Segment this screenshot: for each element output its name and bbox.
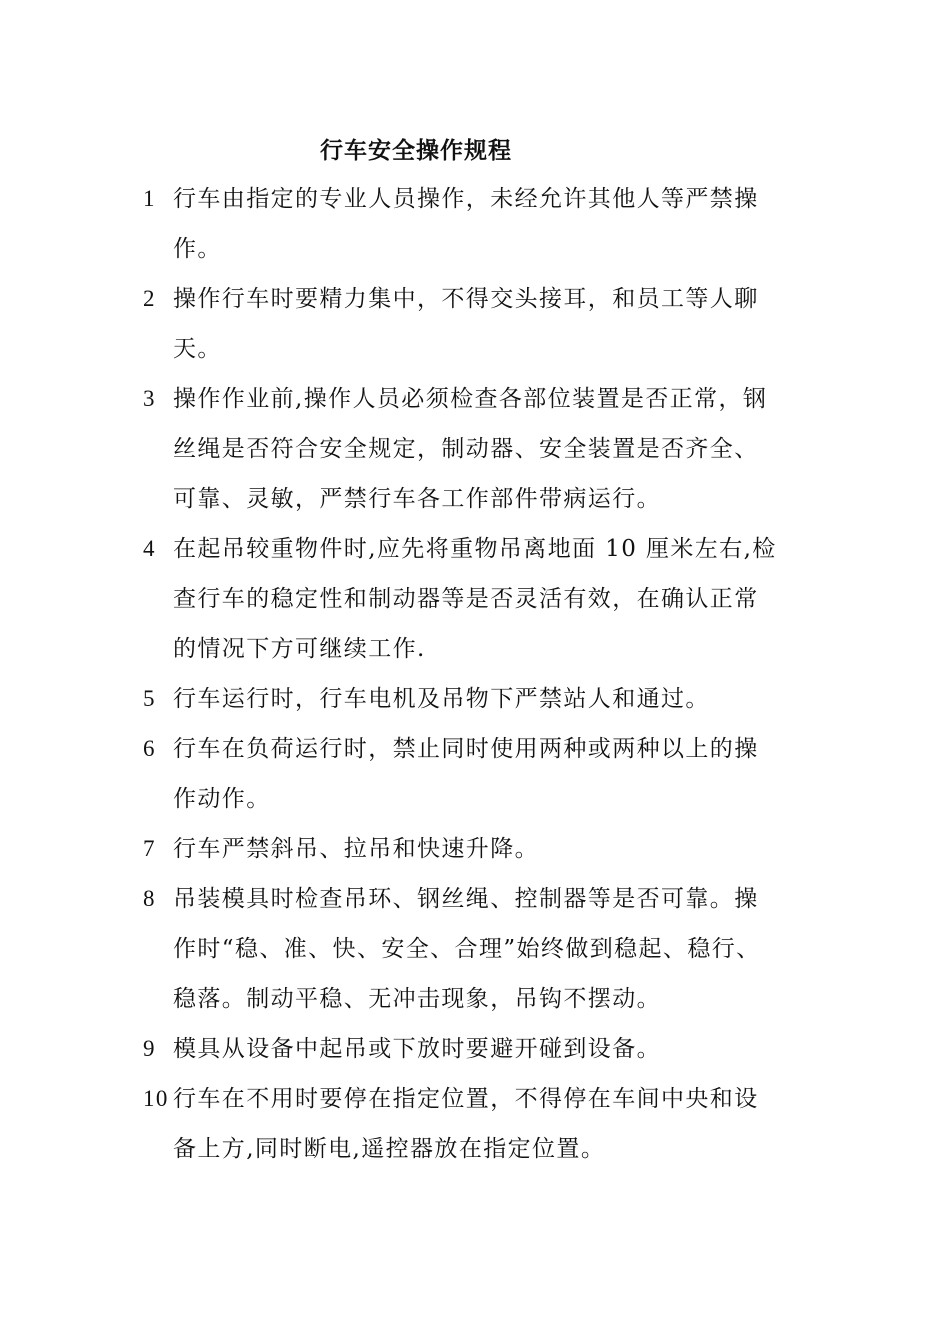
rule-number: 3 bbox=[143, 386, 156, 411]
rule-text-line: 查行车的稳定性和制动器等是否灵活有效，在确认正常 bbox=[173, 586, 759, 612]
rule-number: 2 bbox=[143, 286, 156, 311]
rule-text-line: 稳落。制动平稳、无冲击现象，吊钩不摆动。 bbox=[173, 986, 661, 1012]
rule-text-line: 天。 bbox=[173, 336, 222, 362]
rule-item-6 bbox=[143, 724, 843, 824]
rule-text-line: 行车严禁斜吊、拉吊和快速升降。 bbox=[173, 836, 539, 862]
document-title: 行车安全操作规程 bbox=[320, 137, 512, 164]
rule-number: 7 bbox=[143, 836, 156, 861]
rule-item-7 bbox=[143, 824, 843, 874]
rule-number: 1 bbox=[143, 186, 156, 211]
rule-item-8 bbox=[143, 874, 843, 1024]
rule-number: 6 bbox=[143, 736, 156, 761]
rule-number: 9 bbox=[143, 1036, 156, 1061]
rule-text-line: 备上方,同时断电,遥控器放在指定位置。 bbox=[173, 1136, 606, 1162]
rule-item-9 bbox=[143, 1024, 843, 1074]
rule-text-line: 在起吊较重物件时,应先将重物吊离地面 10 厘米左右,检 bbox=[173, 536, 777, 562]
rule-text-line: 行车由指定的专业人员操作，未经允许其他人等严禁操 bbox=[173, 186, 759, 212]
rule-text-line: 的情况下方可继续工作. bbox=[173, 636, 426, 662]
rule-text-line: 作。 bbox=[173, 236, 222, 262]
rule-number: 8 bbox=[143, 886, 156, 911]
rule-text-line: 模具从设备中起吊或下放时要避开碰到设备。 bbox=[173, 1036, 661, 1062]
rule-text-line: 行车在负荷运行时，禁止同时使用两种或两种以上的操 bbox=[173, 736, 759, 762]
rule-text-line: 可靠、灵敏，严禁行车各工作部件带病运行。 bbox=[173, 486, 661, 512]
rule-text-line: 吊装模具时检查吊环、钢丝绳、控制器等是否可靠。操 bbox=[173, 886, 759, 912]
rule-item-10 bbox=[143, 1074, 843, 1174]
rule-text-line: 操作行车时要精力集中，不得交头接耳，和员工等人聊 bbox=[173, 286, 759, 312]
rule-text-line: 操作作业前,操作人员必须检查各部位装置是否正常，钢 bbox=[173, 386, 768, 412]
rules-list bbox=[143, 174, 843, 1174]
rule-number: 5 bbox=[143, 686, 156, 711]
rule-item-3 bbox=[143, 374, 843, 524]
rule-item-5 bbox=[143, 674, 843, 724]
rule-text-line: 丝绳是否符合安全规定，制动器、安全装置是否齐全、 bbox=[173, 436, 759, 462]
rule-text-line: 行车运行时，行车电机及吊物下严禁站人和通过。 bbox=[173, 686, 710, 712]
rule-number: 4 bbox=[143, 536, 156, 561]
rule-item-4 bbox=[143, 524, 843, 674]
rule-item-1 bbox=[143, 174, 843, 274]
rule-number: 10 bbox=[143, 1086, 169, 1111]
rule-text-line: 行车在不用时要停在指定位置，不得停在车间中央和设 bbox=[173, 1086, 759, 1112]
rule-text-line: 作时“稳、准、快、安全、合理”始终做到稳起、稳行、 bbox=[173, 936, 761, 962]
rule-text-line: 作动作。 bbox=[173, 786, 271, 812]
rule-item-2 bbox=[143, 274, 843, 374]
